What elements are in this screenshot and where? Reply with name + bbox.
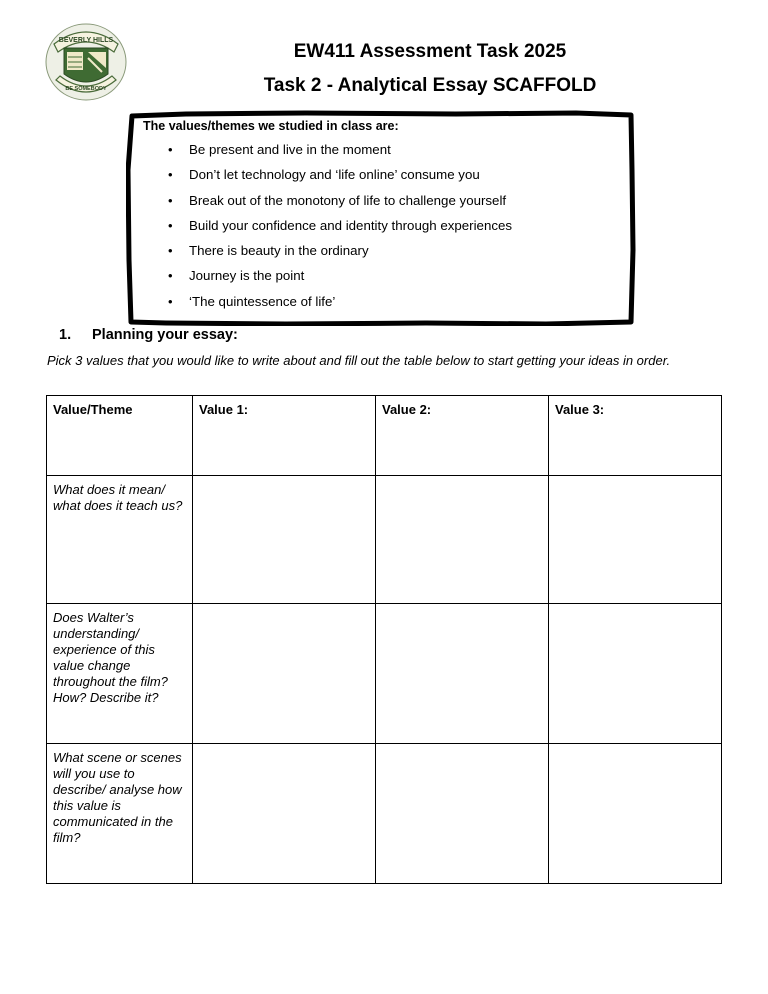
svg-text:BEVERLY HILLS: BEVERLY HILLS [58,37,114,44]
header-value-theme: Value/Theme [47,396,193,476]
row-question: Does Walter’s understanding/ experience of this value change throughout the film? How? Describe it? [47,604,193,744]
list-item: • There is beauty in the ordinary [168,243,369,259]
list-item: • Build your confidence and identity through experiences [168,217,513,233]
list-item: • Break out of the monotony of life to challenge yourself [168,192,507,208]
answer-cell-value-2[interactable] [376,604,549,744]
answer-cell-value-2[interactable] [376,744,549,884]
row-question: What does it mean/ what does it teach us? [47,476,193,604]
list-item: • Be present and live in the moment [168,142,391,157]
planning-table [46,395,722,884]
header-value-2: Value 2: [376,396,549,476]
bullet-icon: • [168,142,173,157]
answer-cell-value-1[interactable] [193,744,376,884]
values-list [126,142,512,319]
page-subtitle: Task 2 - Analytical Essay SCAFFOLD [263,75,597,96]
answer-cell-value-3[interactable] [549,604,722,744]
bullet-icon: • [168,243,173,259]
table-header-row [47,396,722,476]
section-heading [59,327,238,343]
answer-cell-value-1[interactable] [193,476,376,604]
answer-cell-value-3[interactable] [549,744,722,884]
page-title: EW411 Assessment Task 2025 [293,41,567,62]
table-row [47,476,722,604]
table-row [47,744,722,884]
bullet-icon: • [168,293,173,309]
bullet-icon: • [168,167,173,183]
list-item: • Journey is the point [168,268,305,284]
bullet-icon: • [168,217,173,233]
svg-text:BE SOMEBODY: BE SOMEBODY [65,86,107,92]
row-question: What scene or scenes will you use to describe/ analyse how this value is communicated in the film? [47,744,193,884]
values-heading: The values/themes we studied in class are: [143,119,399,133]
list-item: • Don’t let technology and ‘life online’ consume you [168,167,480,183]
school-crest-icon [44,22,128,102]
header-value-1: Value 1: [193,396,376,476]
table-row [47,604,722,744]
bullet-icon: • [168,268,173,284]
answer-cell-value-1[interactable] [193,604,376,744]
list-item: • ‘The quintessence of life’ [168,293,336,309]
section-number: 1. [59,327,72,343]
section-title: Planning your essay: [92,327,238,343]
bullet-icon: • [168,192,173,208]
answer-cell-value-2[interactable] [376,476,549,604]
answer-cell-value-3[interactable] [549,476,722,604]
values-themes-box [126,110,636,326]
header-value-3: Value 3: [549,396,722,476]
instructions-text: Pick 3 values that you would like to write about and fill out the table below to start getting your ideas in order. [47,353,671,368]
school-crest-logo [44,22,128,102]
